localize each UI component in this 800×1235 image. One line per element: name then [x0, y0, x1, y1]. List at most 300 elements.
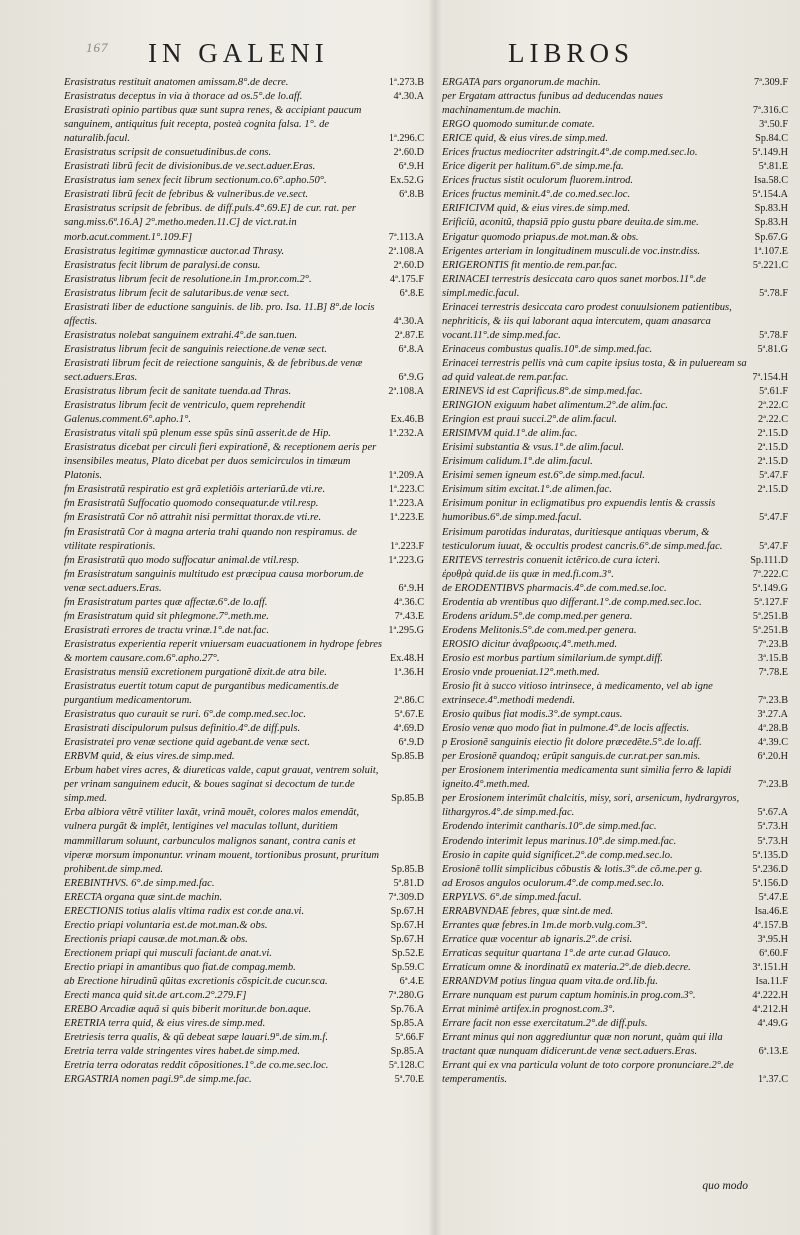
- entry-reference: 7ª.23.B: [758, 779, 788, 791]
- index-entry: [442, 610, 788, 624]
- index-entry: [64, 1017, 424, 1031]
- entry-text: fm Erasistratum sanguinis multitudo est præcipua causa morborum.de venæ sect.aduers.Eras.: [64, 568, 364, 594]
- entry-reference: 5ª.81.E: [758, 161, 788, 173]
- entry-text: Erasistratus euertit totum caput de purgantibus medicamentis.de purgantium medicamentorum.: [64, 681, 339, 707]
- entry-text: Erisimum calidum.1°.de alim.facul.: [442, 456, 593, 468]
- index-entry: [64, 919, 424, 933]
- entry-reference: Isa.58.C: [754, 175, 788, 187]
- index-entry: [64, 568, 424, 596]
- entry-text: Erisimum ponitur in ecligmatibus pro expuendis lentis & crassis humoribus.6°.de simp.med.facul.: [442, 498, 716, 524]
- entry-text: Eretriesis terra qualis, & qũ debeat sæpe lauari.9°.de sim.m.f.: [64, 1032, 328, 1044]
- entry-reference: 5ª.149.G: [752, 582, 788, 594]
- entry-reference: 7ª.280.G: [388, 990, 424, 1002]
- entry-text: Erificiũ, aconitũ, thapsiã ppio gustu pbare deuita.de sim.me.: [442, 217, 699, 229]
- index-entry: [64, 961, 424, 975]
- entry-text: ERIGERONTIS fit mentio.de rem.par.fac.: [442, 259, 618, 271]
- entry-reference: Isa.46.E: [754, 905, 788, 917]
- entry-reference: Sp.85.A: [390, 1046, 424, 1058]
- entry-reference: 5ª.221.C: [752, 259, 788, 271]
- entry-text: ERINACEI terrestris desiccata caro quos sanet morbos.11°.de simpl.medic.facul.: [442, 273, 706, 299]
- entry-reference: 2ª.22.C: [758, 400, 788, 412]
- entry-text: Erasistratus scripsit de febribus. de diff.puls.4°.69.E] de cur. rat. per sang.miss.6ª.16.A] 2°.metho.meden.11.C] de vict.rat.in morb.acut.comment.1°.109.F]: [64, 203, 357, 243]
- entry-reference: 7ª.23.B: [758, 638, 788, 650]
- entry-reference: 4ª.39.C: [758, 737, 788, 749]
- entry-reference: 6ª.13.E: [758, 1046, 788, 1058]
- index-entry: [442, 961, 788, 975]
- entry-reference: 7ª.309.D: [388, 891, 424, 903]
- running-header-left: IN GALENI: [148, 38, 329, 68]
- index-entry: [64, 441, 424, 483]
- index-entry: [442, 301, 788, 343]
- entry-reference: 6ª.8.E: [399, 287, 424, 299]
- entry-text: ERICE quid, & eius vires.de simp.med.: [442, 133, 608, 145]
- index-entry: [64, 722, 424, 736]
- entry-reference: 5ª.47.F: [759, 512, 788, 524]
- entry-reference: 3ª.50.F: [759, 119, 788, 131]
- entry-text: Erisimi semen igneum est.6°.de simp.med.facul.: [442, 470, 645, 482]
- entry-text: ab Erectione hirudinũ qũitas excretionis cõspicit.de cucur.sca.: [64, 976, 328, 987]
- index-entry: [442, 259, 788, 273]
- index-entry: [64, 385, 424, 399]
- entry-reference: 4ª.69.D: [393, 723, 424, 735]
- index-entry: [442, 174, 788, 188]
- entry-reference: 5ª.61.F: [759, 386, 788, 398]
- entry-reference: 7ª.222.C: [752, 568, 788, 580]
- entry-text: Erasistratus librum fecit de resolutione.in 1m.pror.com.2°.: [64, 273, 312, 285]
- index-entry: [64, 1003, 424, 1017]
- entry-text: ERECTIONIS totius alalis vltima radix est cor.de ana.vi.: [64, 905, 305, 917]
- entry-reference: 6ª.9.H: [398, 582, 424, 594]
- entry-reference: 5ª.81.G: [757, 343, 788, 355]
- index-entry: [442, 905, 788, 919]
- index-entry: [64, 975, 424, 989]
- entry-text: Erodens Melitonis.5°.de com.med.per genera.: [442, 624, 637, 636]
- index-entry: [442, 708, 788, 722]
- entry-text: fm Erasistratũ Suffocatio quomodo consequatur.de vtil.resp.: [64, 498, 319, 510]
- entry-text: Eringion est praui succi.2°.de alim.facul.: [442, 414, 617, 426]
- index-entry: [442, 399, 788, 413]
- entry-reference: Sp.83.H: [754, 203, 788, 215]
- entry-reference: 3ª.151.H: [752, 961, 788, 973]
- entry-reference: 6ª.9.H: [398, 161, 424, 173]
- entry-text: ERITEVS terrestris conuenit ictẽrico.de cura icteri.: [442, 554, 661, 566]
- index-entry: [442, 863, 788, 877]
- entry-reference: Ex.52.G: [390, 175, 424, 187]
- entry-reference: 2ª.15.D: [757, 484, 788, 496]
- index-entry: [442, 343, 788, 357]
- index-entry: [64, 497, 424, 511]
- index-entry: [442, 582, 788, 596]
- entry-reference: 1ª.295.G: [388, 624, 424, 636]
- entry-reference: 5ª.47.E: [758, 891, 788, 903]
- entry-text: per Ergatam attractus funibus ad deducendas naues machinamentum.de machin.: [442, 91, 663, 117]
- entry-text: ERISIMVM quid.1°.de alim.fac.: [442, 428, 578, 440]
- entry-text: Erisimi substantia & vsus.1°.de alim.facul.: [442, 442, 624, 454]
- index-entry: [442, 76, 788, 90]
- entry-reference: Sp.52.E: [391, 947, 424, 959]
- index-entry: [64, 511, 424, 525]
- index-entry: [442, 596, 788, 610]
- index-column-left: [64, 76, 424, 1087]
- index-entry: [442, 385, 788, 399]
- entry-reference: Sp.67.H: [390, 919, 424, 931]
- entry-text: Erasistratus librum fecit de sanitate tuenda.ad Thras.: [64, 386, 292, 398]
- index-entry: [442, 975, 788, 989]
- entry-reference: 2ª.108.A: [388, 245, 424, 257]
- entry-text: Errat minimè artifex.in prognost.com.3°.: [442, 1004, 616, 1016]
- index-entry: [64, 736, 424, 750]
- index-entry: [64, 1073, 424, 1087]
- entry-text: ERETRIA terra quid, & eius vires.de simp.med.: [64, 1018, 266, 1030]
- index-entry: [64, 287, 424, 301]
- entry-text: Erasistratus mensiũ excretionem purgationẽ dixit.de atra bile.: [64, 666, 327, 678]
- entry-reference: 1ª.223.A: [388, 498, 424, 510]
- index-entry: [442, 638, 788, 652]
- entry-text: Erisimum parotidas induratas, duritiesque antiquas vberum, & testiculorum iuuat, & occultis prodest cancris.6°.de simp.med.fac.: [442, 526, 723, 552]
- entry-text: de ERODENTIBVS pharmacis.4°.de com.med.se.loc.: [442, 582, 667, 594]
- index-entry: [442, 146, 788, 160]
- index-entry: [64, 891, 424, 905]
- entry-text: EREBINTHVS. 6°.de simp.med.fac.: [64, 877, 215, 889]
- index-entry: [64, 666, 424, 680]
- entry-text: Erbum habet vires acres, & diureticas valde, caput grauat, ventrem soluit, per vrinam sanguinem educit, & boues saginat si decoctum de tur.de simp.med.: [64, 765, 379, 805]
- entry-reference: 2ª.60.D: [393, 147, 424, 159]
- index-entry: [442, 989, 788, 1003]
- index-entry: [64, 343, 424, 357]
- index-entry: [64, 301, 424, 329]
- entry-text: Erraticas sequitur quartana 1°.de arte cur.ad Glauco.: [442, 947, 671, 959]
- index-entry: [64, 989, 424, 1003]
- index-entry: [64, 905, 424, 919]
- index-entry: [442, 90, 788, 118]
- entry-text: Erices fructus sistit oculorum fluorem.introd.: [442, 175, 634, 187]
- index-entry: [442, 202, 788, 216]
- entry-reference: 5ª.135.D: [752, 849, 788, 861]
- entry-text: Erinacei terrestris pellis vnà cum capite ipsius tosta, & in pulueream sa ad quid valeat.de rem.par.fac.: [442, 357, 747, 383]
- entry-reference: 1ª.107.E: [753, 245, 788, 257]
- entry-text: Erecti manca quid sit.de art.com.2°.279.F]: [64, 990, 247, 1002]
- entry-text: Errare nunquam est purum captum hominis.in prog.com.3°.: [442, 990, 696, 1002]
- index-entry: [442, 1017, 788, 1031]
- entry-reference: 3ª.15.B: [758, 652, 788, 664]
- entry-text: Erosionẽ tollit simplicibus cõbustis & lotis.3°.de cõ.me.per g.: [442, 863, 703, 875]
- entry-text: Erinaceus combustus qualis.10°.de simp.med.fac.: [442, 343, 653, 355]
- entry-text: p Erosionẽ sanguinis eiectio fit dolore præcedẽte.5°.de lo.aff.: [442, 737, 702, 749]
- entry-text: Erasistratus restituit anatomen amissam.8°.de decre.: [64, 77, 289, 88]
- entry-reference: 1ª.223.F: [390, 540, 424, 552]
- entry-text: Erasistrati opinio partibus quæ sunt supra renes, & accipiant paucum sanguinem, antiquitus fuit recepta, posteà cognita falsa. 1°. de naturalib.facul.: [64, 105, 362, 145]
- entry-reference: 3ª.27.A: [757, 709, 788, 721]
- index-entry: [442, 455, 788, 469]
- entry-reference: 5ª.78.F: [759, 329, 788, 341]
- entry-text: Erasistratus librum fecit de salutaribus.de venæ sect.: [64, 287, 290, 299]
- entry-text: Erinacei terrestris desiccata caro prodest conuulsionem patientibus, nephriticis, & iis qui laborant aqua intercutem, quam anasarca vocant.11°.de simp.med.fac.: [442, 301, 732, 341]
- entry-reference: 2ª.15.D: [757, 442, 788, 454]
- entry-text: ERGATA pars organorum.de machin.: [442, 77, 601, 88]
- entry-reference: 5ª.154.A: [752, 189, 788, 201]
- entry-text: Erigatur quomodo priapus.de mot.man.& obs.: [442, 231, 639, 243]
- entry-text: Erodendo interimit cantharis.10°.de simp.med.fac.: [442, 821, 657, 833]
- index-entry: [64, 76, 424, 90]
- entry-reference: 4ª.212.H: [752, 1004, 788, 1016]
- running-header-right: LIBROS: [508, 38, 635, 68]
- entry-text: Eretria terra odoratas reddit cõpositiones.1°.de co.me.sec.loc.: [64, 1060, 329, 1072]
- page-number: 167: [86, 40, 109, 55]
- index-entry: [64, 273, 424, 287]
- index-entry: [442, 554, 788, 568]
- entry-text: Erasistrati liber de eductione sanguinis. de lib. pro. Isa. 11.B] 8°.de locis affectis.: [64, 301, 375, 327]
- index-entry: [442, 441, 788, 455]
- entry-text: Erectionem priapi qui musculi faciant.de anat.vi.: [64, 947, 272, 959]
- entry-text: Erasistratus quo curauit se ruri. 6°.de comp.med.sec.loc.: [64, 709, 306, 721]
- entry-text: Erasistrati librum fecit de reiectione sanguinis, & de febribus.de venæ sect.aduers.Eras.: [64, 357, 363, 383]
- entry-text: EREBO Arcadiæ aquã si quis biberit moritur.de bon.aque.: [64, 1004, 312, 1016]
- entry-reference: 4ª.222.H: [752, 990, 788, 1002]
- index-entry: [64, 357, 424, 385]
- index-entry: [442, 231, 788, 245]
- entry-reference: 1ª.273.B: [388, 77, 424, 88]
- entry-reference: 4ª.30.A: [393, 315, 424, 327]
- entry-reference: 4ª.49.G: [757, 1018, 788, 1030]
- entry-text: Erigentes arteriam in longitudinem musculi.de voc.instr.diss.: [442, 245, 701, 257]
- index-entry: [64, 483, 424, 497]
- entry-reference: 6ª.8.A: [398, 343, 424, 355]
- entry-text: Erosio fit à succo vitioso intrinsece, à medicamento, vel ab igne extrinsece.4°.methodi medendi.: [442, 681, 713, 707]
- entry-text: Erasistratus deceptus in via à thorace ad os.5°.de lo.aff.: [64, 91, 303, 103]
- entry-reference: 4ª.30.A: [393, 91, 424, 103]
- index-entry: [442, 483, 788, 497]
- entry-text: Erasistratus nolebat sanguinem extrahi.4°.de san.tuen.: [64, 329, 298, 341]
- entry-reference: 5ª.149.H: [752, 147, 788, 159]
- entry-text: Erisimum sitim excitat.1°.de alimen.fac.: [442, 484, 612, 496]
- index-entry: [64, 329, 424, 343]
- entry-reference: 5ª.78.F: [759, 287, 788, 299]
- index-entry: [442, 245, 788, 259]
- entry-text: Erasistratus dicebat per circuli fieri expirationẽ, & receptionem aeris per insensibiles meatus, Plato dicebat per duos semicirculos in timæum Platonis.: [64, 442, 377, 482]
- index-entry: [64, 174, 424, 188]
- entry-text: Errare facit non esse exercitatum.2°.de diff.puls.: [442, 1018, 648, 1030]
- entry-text: Erasistratus iam senex fecit librum sectionum.co.6°.apho.50°.: [64, 175, 327, 187]
- index-entry: [64, 427, 424, 441]
- entry-text: Erosio vnde proueniat.12°.meth.med.: [442, 666, 600, 678]
- entry-reference: Sp.85.B: [391, 793, 424, 805]
- index-entry: [442, 792, 788, 820]
- entry-reference: 5ª.236.D: [752, 863, 788, 875]
- index-entry: [442, 750, 788, 764]
- entry-reference: Sp.85.A: [390, 1018, 424, 1030]
- entry-reference: 5ª.67.E: [394, 709, 424, 721]
- entry-text: ERGO quomodo sumitur.de comate.: [442, 119, 595, 131]
- index-entry: [64, 624, 424, 638]
- index-entry: [64, 806, 424, 876]
- index-entry: [442, 919, 788, 933]
- entry-reference: Sp.59.C: [391, 961, 424, 973]
- entry-reference: 5ª.251.B: [752, 610, 788, 622]
- index-entry: [442, 666, 788, 680]
- index-entry: [64, 764, 424, 806]
- entry-reference: 5ª.47.F: [759, 470, 788, 482]
- index-entry: [442, 877, 788, 891]
- entry-text: Erodentia ab vrentibus quo differant.1°.de comp.med.sec.loc.: [442, 596, 702, 608]
- index-entry: [442, 497, 788, 525]
- entry-reference: 1ª.223.C: [388, 484, 424, 496]
- index-entry: [442, 722, 788, 736]
- entry-reference: 2ª.108.A: [388, 386, 424, 398]
- entry-text: ERRANDVM potius lingua quam vita.de ord.lib.fu.: [442, 976, 658, 987]
- entry-text: Erosio est morbus partium similarium.de sympt.diff.: [442, 652, 663, 664]
- entry-text: Erasistratus vitali spũ plenum esse spũs sinũ asserit.de de Hip.: [64, 428, 331, 440]
- index-entry: [64, 638, 424, 666]
- entry-reference: 6ª.9.D: [398, 737, 424, 749]
- entry-reference: 4ª.36.C: [394, 596, 424, 608]
- entry-reference: Sp.83.H: [754, 217, 788, 229]
- entry-text: per Erosionẽ quandoq; erũpit sanguis.de cur.rat.per san.mis.: [442, 751, 701, 763]
- entry-text: per Erosionem interimentia medicamenta sunt similia ferro & lapidi igneito.4°.meth.med.: [442, 765, 732, 791]
- entry-text: Erba albiora vẽtrẽ vtiliter laxãt, vrinã mouẽt, colores malos emendãt, vulnera purgãt & implẽt, lentigines vel maculas tollunt, duritiem mammillarum soluunt, carbunculos malignos sanant, contra canis et viperæ morsum imponuntur. vrinam mouent, tortionibus prosunt, pruritum prohibent.de simp.med.: [64, 807, 380, 875]
- entry-text: ERECTA organa quæ sint.de machin.: [64, 891, 223, 903]
- entry-reference: 7ª.316.C: [752, 105, 788, 117]
- entry-text: Erasistratus librum fecit de sanguinis reiectione.de venæ sect.: [64, 343, 327, 355]
- entry-text: ERPYLVS. 6°.de simp.med.facul.: [442, 891, 582, 903]
- index-entry: [442, 1003, 788, 1017]
- entry-reference: 6ª.60.F: [759, 947, 788, 959]
- entry-reference: Sp.84.C: [755, 133, 788, 145]
- entry-reference: 1ª.223.G: [388, 554, 424, 566]
- entry-reference: 5ª.128.C: [388, 1060, 424, 1072]
- entry-text: Errantes quæ febres.in 1m.de morb.vulg.com.3°.: [442, 919, 648, 931]
- index-entry: [64, 526, 424, 554]
- entry-reference: Sp.76.A: [390, 1004, 424, 1016]
- entry-text: Erosio venæ quo modo fiat in pulmone.4°.de locis affectis.: [442, 723, 690, 735]
- entry-reference: Sp.85.B: [391, 751, 424, 763]
- entry-text: Erectio priapi in amantibus quo fiat.de compag.memb.: [64, 961, 296, 973]
- index-entry: [442, 849, 788, 863]
- entry-reference: 6ª.8.B: [399, 189, 424, 201]
- entry-text: Erasistratus librum fecit de ventriculo, quem reprehendit Galenus.comment.6°.apho.1°.: [64, 400, 306, 426]
- entry-text: fm Erasistratũ Cor nõ attrahit nisi permittat thorax.de vti.re.: [64, 512, 322, 524]
- entry-text: Eretria terra valde stringentes vires habet.de simp.med.: [64, 1046, 301, 1058]
- entry-text: Erectio priapi voluntaria est.de mot.man.& obs.: [64, 919, 268, 931]
- entry-text: Erasistratus fecit librum de paralysi.de consu.: [64, 259, 261, 271]
- entry-reference: Sp.111.D: [750, 554, 788, 566]
- index-entry: [64, 933, 424, 947]
- index-entry: [64, 554, 424, 568]
- entry-text: ERBVM quid, & eius vires.de simp.med.: [64, 751, 235, 763]
- entry-text: ἐρυθρὰ quid.de iis quæ in med.fi.com.3°.: [442, 568, 614, 580]
- entry-reference: 7ª.23.B: [758, 695, 788, 707]
- entry-reference: 4ª.157.B: [752, 919, 788, 931]
- index-entry: [442, 933, 788, 947]
- index-entry: [64, 1031, 424, 1045]
- entry-text: per Erosionem interimũt chalcitis, misy, sori, arsenicum, hydrargyros, lithargyros.4°.de simp.med.fac.: [442, 793, 740, 819]
- book-gutter: [428, 0, 442, 1235]
- entry-text: Erasistratus experientia reperit vniuersam euacuationem in hydrope febres & mortem causare.com.6°.apho.27°.: [64, 638, 383, 664]
- entry-reference: 7ª.154.H: [752, 371, 788, 383]
- entry-reference: 2ª.86.C: [394, 695, 424, 707]
- index-entry: [64, 750, 424, 764]
- index-entry: [64, 596, 424, 610]
- entry-reference: 5ª.70.E: [394, 1074, 424, 1086]
- entry-text: Erices fructus meminit.4°.de co.med.sec.loc.: [442, 189, 631, 201]
- entry-text: fm Erasistratũ quo modo suffocatur animal.de vtil.resp.: [64, 554, 300, 566]
- entry-reference: 2ª.15.D: [757, 456, 788, 468]
- index-entry: [64, 1059, 424, 1073]
- entry-text: EROSIO dicitur ἀναβρωσις.4°.meth.med.: [442, 638, 618, 650]
- entry-reference: 5ª.251.B: [752, 624, 788, 636]
- entry-text: Erosio quibus fiat modis.3°.de sympt.caus.: [442, 709, 623, 721]
- entry-reference: 7ª.309.F: [754, 77, 788, 88]
- entry-text: Erices fructus mediocriter adstringit.4°.de comp.med.sec.lo.: [442, 147, 698, 159]
- index-entry: [64, 399, 424, 427]
- index-entry: [64, 104, 424, 146]
- entry-text: Erosio in capite quid significet.2°.de comp.med.sec.lo.: [442, 849, 673, 861]
- entry-reference: 7ª.113.A: [388, 231, 424, 243]
- entry-text: Erasistrati librũ fecit de febribus & vulneribus.de ve.sect.: [64, 189, 309, 201]
- entry-reference: Sp.67.H: [390, 933, 424, 945]
- index-entry: [442, 526, 788, 554]
- index-entry: [442, 764, 788, 792]
- entry-reference: Ex.48.H: [390, 652, 424, 664]
- index-entry: [442, 160, 788, 174]
- entry-reference: 1ª.209.A: [388, 470, 424, 482]
- index-entry: [442, 835, 788, 849]
- index-entry: [442, 118, 788, 132]
- entry-reference: 6ª.20.H: [757, 751, 788, 763]
- entry-text: Erasistrati errores de tractu vrinæ.1°.de nat.fac.: [64, 624, 270, 636]
- entry-reference: 5ª.81.D: [393, 877, 424, 889]
- entry-reference: 4ª.28.B: [758, 723, 788, 735]
- entry-reference: Sp.67.G: [754, 231, 788, 243]
- index-entry: [64, 877, 424, 891]
- entry-reference: 6ª.4.E: [399, 976, 424, 987]
- entry-text: Errant qui ex vna particula volunt de toto corpore pronunciare.2°.de temperamentis.: [442, 1060, 734, 1086]
- entry-reference: 2ª.15.D: [757, 428, 788, 440]
- entry-reference: 2ª.60.D: [393, 259, 424, 271]
- entry-text: fm Erasistratum quid sit phlegmone.7°.meth.me.: [64, 610, 269, 622]
- entry-reference: 4ª.175.F: [390, 273, 424, 285]
- entry-reference: 5ª.66.F: [395, 1032, 424, 1044]
- entry-text: Erasistratus legitimæ gymnasticæ auctor.ad Thrasy.: [64, 245, 285, 257]
- catchword: quo modo: [702, 1180, 748, 1192]
- index-entry: [442, 568, 788, 582]
- entry-reference: 5ª.73.H: [757, 835, 788, 847]
- entry-reference: 2ª.87.E: [394, 329, 424, 341]
- index-entry: [442, 736, 788, 750]
- entry-reference: 1ª.232.A: [388, 428, 424, 440]
- entry-text: fm Erasistratũ Cor à magna arteria trahi quando non respiramus. de vtilitate respirationis.: [64, 526, 358, 552]
- entry-text: Erice digerit per halitum.6°.de simp.me.fa.: [442, 161, 624, 173]
- entry-reference: 7ª.78.E: [758, 666, 788, 678]
- index-entry: [442, 680, 788, 708]
- entry-reference: 7ª.43.E: [394, 610, 424, 622]
- entry-text: Erratice quæ vocentur ab ignaris.2°.de crisi.: [442, 933, 633, 945]
- index-entry: [442, 891, 788, 905]
- entry-reference: 5ª.156.D: [752, 877, 788, 889]
- index-entry: [442, 947, 788, 961]
- index-entry: [442, 427, 788, 441]
- entry-text: ERINGION exiguum habet alimentum.2°.de alim.fac.: [442, 400, 669, 412]
- entry-text: Erasistrati librũ fecit de divisionibus.de ve.sect.aduer.Eras.: [64, 161, 316, 173]
- index-entry: [64, 1045, 424, 1059]
- index-entry: [64, 708, 424, 722]
- entry-reference: 5ª.47.F: [759, 540, 788, 552]
- entry-text: fm Erasistratum partes quæ affectæ.6°.de lo.aff.: [64, 596, 268, 608]
- entry-text: Erectionis priapi causæ.de mot.man.& obs.: [64, 933, 248, 945]
- entry-text: Erodendo interimit lepus marinus.10°.de simp.med.fac.: [442, 835, 677, 847]
- index-entry: [64, 188, 424, 202]
- entry-text: Erasistratus scripsit de consuetudinibus.de cons.: [64, 147, 272, 159]
- entry-text: Erraticum omne & inordinatũ ex materia.2°.de dieb.decre.: [442, 961, 691, 973]
